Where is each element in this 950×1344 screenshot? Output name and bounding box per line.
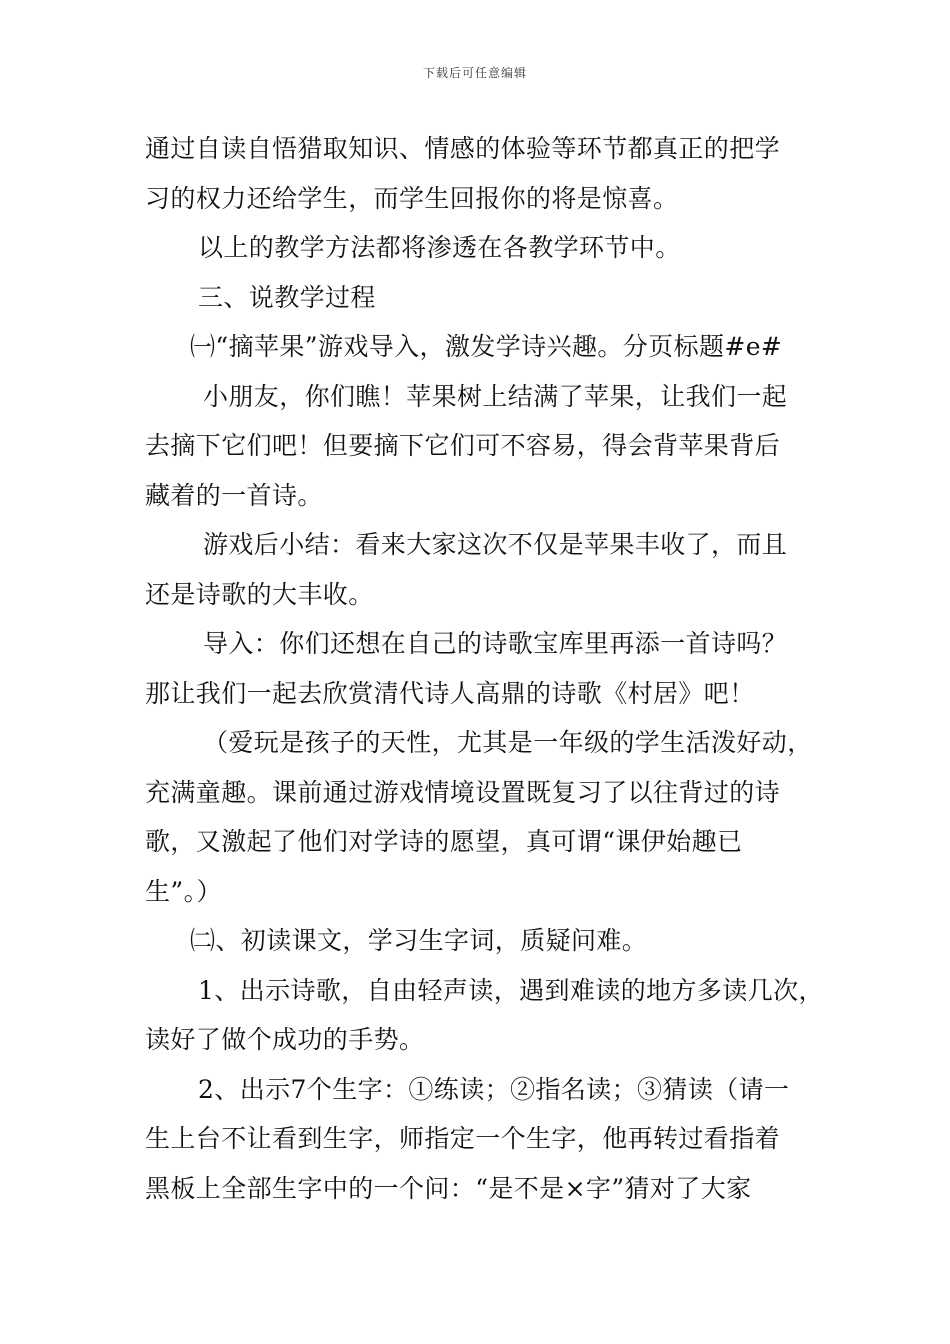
paragraph-line: 藏着的一首诗。 — [145, 480, 323, 510]
paragraph-line: 还是诗歌的大丰收。 — [145, 579, 374, 609]
paragraph-line: 小朋友，你们瞧！苹果树上结满了苹果，让我们一起 — [203, 381, 788, 411]
paragraph-line: 通过自读自悟猎取知识、情感的体验等环节都真正的把学 — [145, 134, 781, 163]
paragraph-line: 歌，又激起了他们对学诗的愿望，真可谓“课伊始趣已 — [145, 827, 743, 856]
subsection-heading: ㈡、初读课文，学习生字词，质疑问难。 — [190, 926, 648, 955]
paragraph-line: 那让我们一起去欣赏清代诗人高鼎的诗歌《村居》吧！ — [145, 678, 755, 708]
paragraph-line: 生上台不让看到生字，师指定一个生字，他再转过看指着 — [145, 1124, 781, 1153]
paragraph-line: 以上的教学方法都将渗透在各教学环节中。 — [198, 233, 681, 262]
paragraph-line: 1、出示诗歌，自由轻声读，遇到难读的地方多读几次， — [198, 975, 824, 1005]
section-heading: 三、说教学过程 — [198, 282, 376, 312]
paragraph-line: 生”。） — [145, 876, 222, 906]
subsection-heading: ㈠“摘苹果”游戏导入，激发学诗兴趣。分页标题#e# — [190, 332, 783, 361]
paragraph-line: 导入：你们还想在自己的诗歌宝库里再添一首诗吗？ — [203, 629, 788, 658]
paragraph-line: 去摘下它们吧！但要摘下它们可不容易，得会背苹果背后 — [145, 431, 781, 460]
paragraph-line: 读好了做个成功的手势。 — [145, 1025, 425, 1054]
paragraph-line: 2、出示7个生字：①练读；②指名读；③猜读（请一 — [198, 1074, 790, 1104]
paragraph-line: 游戏后小结：看来大家这次不仅是苹果丰收了，而且 — [203, 530, 788, 559]
paragraph-line: 习的权力还给学生，而学生回报你的将是惊喜。 — [145, 183, 679, 213]
paragraph-line: 黑板上全部生字中的一个问：“是不是×字”猜对了大家 — [145, 1173, 752, 1203]
page-header: 下载后可任意编辑 — [422, 66, 527, 80]
paragraph-line: （爱玩是孩子的天性，尤其是一年级的学生活泼好动， — [203, 728, 813, 757]
paragraph-line: 充满童趣。课前通过游戏情境设置既复习了以往背过的诗 — [145, 777, 781, 807]
document-body — [145, 124, 824, 1213]
